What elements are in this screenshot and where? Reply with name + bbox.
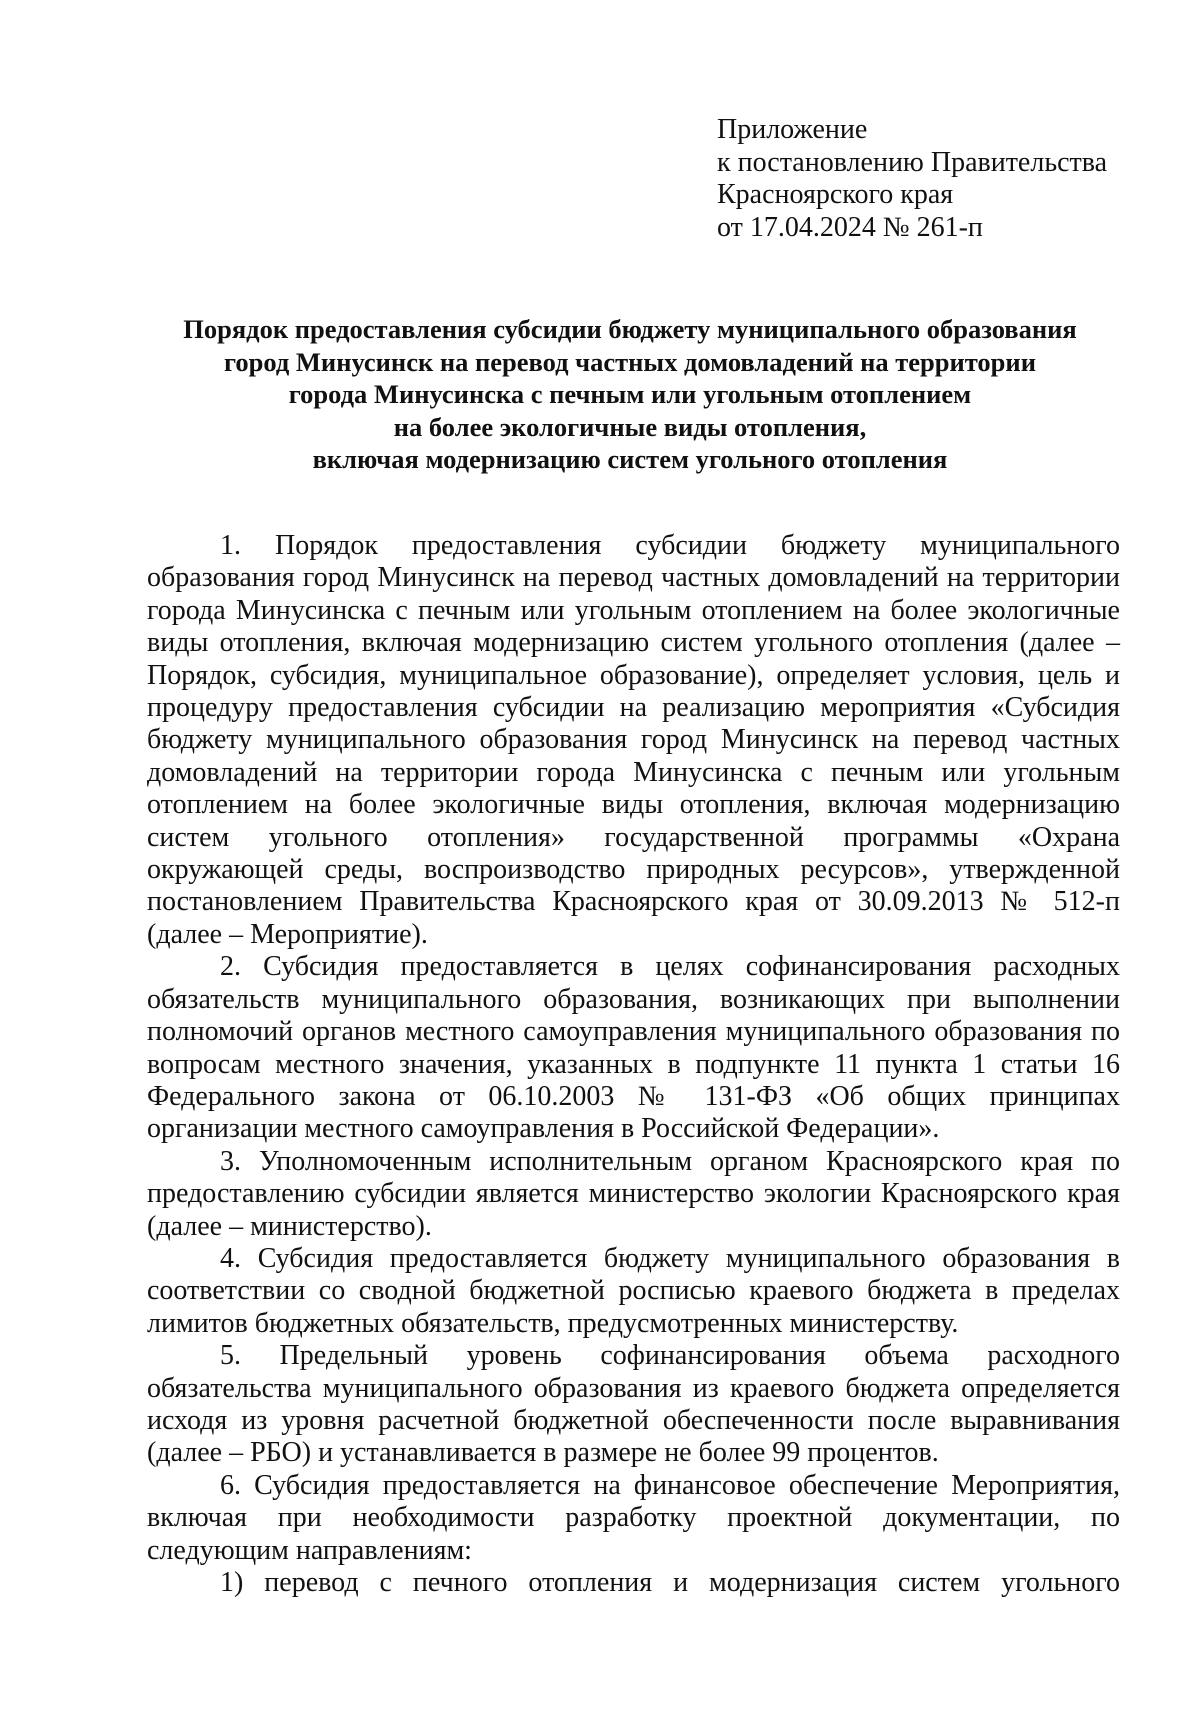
paragraph-2: 2. Субсидия предоставляется в целях софинансирования расходных обязательств муниципального образования, возникающих при выполнении полномочий органов местного самоуправления муниципального образования по вопросам местного значения, указанных в подпункте 11 пункта 1 статьи 16 Федерального закона от 06.10.2003 № 131-ФЗ «Об общих принципах организации местного самоуправления в Российской Федерации».: [147, 951, 1120, 1145]
appendix-line-4: от 17.04.2024 № 261-п: [717, 211, 983, 243]
appendix-block: [717, 114, 1107, 244]
paragraph-7: 1) перевод с печного отопления и модернизация систем угольного: [220, 1567, 1120, 1598]
paragraph-5: 5. Предельный уровень софинансирования объема расходного обязательства муниципального образования из краевого бюджета определяется исходя из уровня расчетной бюджетной обеспеченности после выравнивания (далее – РБО) и устанавливается в размере не более 99 процентов.: [147, 1340, 1120, 1469]
document-title: [140, 313, 1120, 476]
appendix-line-2: к постановлению Правительства: [717, 146, 1108, 178]
appendix-line-1: Приложение: [717, 114, 868, 145]
document-body: [147, 530, 1120, 1599]
title-line-3: города Минусинска с печным или угольным отоплением: [288, 379, 972, 409]
paragraph-4: 4. Субсидия предоставляется бюджету муниципального образования в соответствии со сводной бюджетной росписью краевого бюджета в пределах лимитов бюджетных обязательств, предусмотренных министерству.: [147, 1242, 1120, 1339]
title-line-1: Порядок предоставления субсидии бюджету муниципального образования: [183, 314, 1077, 344]
paragraph-1: 1. Порядок предоставления субсидии бюджету муниципального образования город Минусинск на перевод частных домовладений на территории города Минусинска с печным или угольным отоплением на более экологичные виды отопления, включая модернизацию систем угольного отопления (далее – Порядок, субсидия, муниципальное образование), определяет условия, цель и процедуру предоставления субсидии на реализацию мероприятия «Субсидия бюджету муниципального образования город Минусинск на перевод частных домовладений на территории города Минусинска с печным или угольным отоплением на более экологичные виды отопления, включая модернизацию систем угольного отопления» государственной программы «Охрана окружающей среды, воспроизводство природных ресурсов», утвержденной постановлением Правительства Красноярского края от 30.09.2013 № 512-п (далее – Мероприятие).: [147, 530, 1120, 950]
appendix-line-3: Красноярского края: [717, 179, 954, 210]
paragraph-6: 6. Субсидия предоставляется на финансовое обеспечение Мероприятия, включая при необходимости разработку проектной документации, по следующим направлениям:: [147, 1469, 1120, 1566]
title-line-2: город Минусинск на перевод частных домовладений на территории: [224, 346, 1036, 377]
title-line-5: включая модернизацию систем угольного отопления: [312, 444, 948, 474]
paragraph-3: 3. Уполномоченным исполнительным органом Красноярского края по предоставлению субсидии является министерство экологии Красноярского края (далее – министерство).: [147, 1145, 1120, 1242]
title-line-4: на более экологичные виды отопления,: [393, 411, 867, 442]
